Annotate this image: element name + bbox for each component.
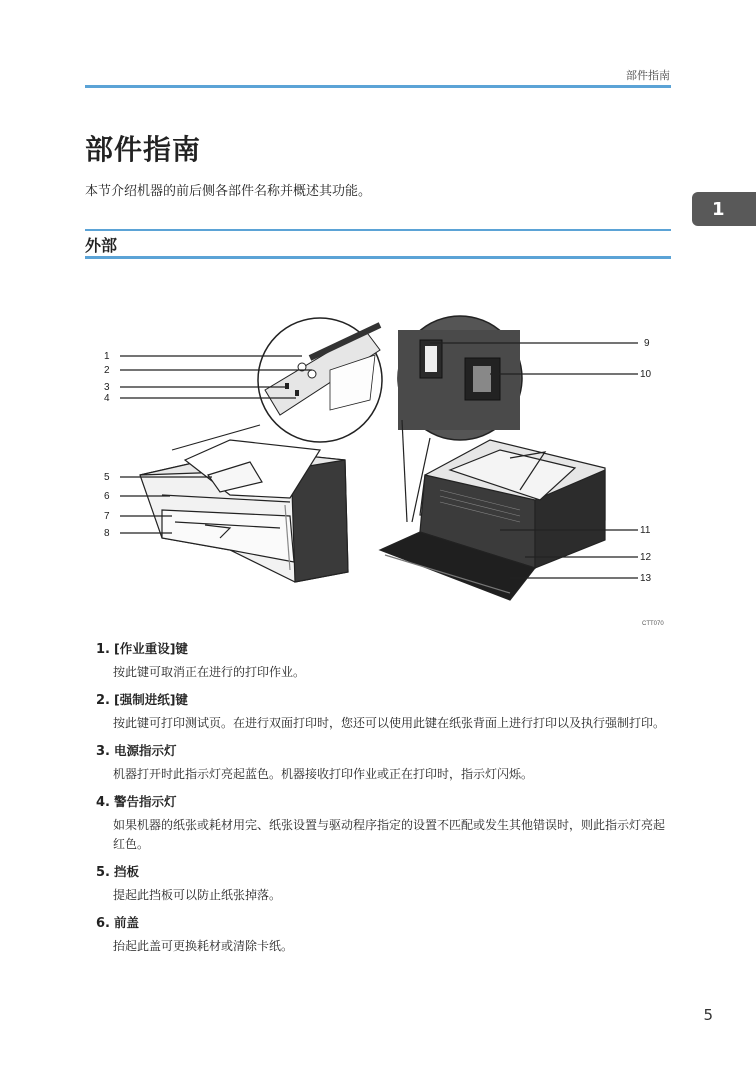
item-number: 1. [96, 642, 110, 657]
item-number: 6. [96, 916, 110, 931]
callout-2: 2 [104, 365, 110, 376]
item-number: 4. [96, 795, 110, 810]
header-rule [85, 85, 671, 88]
item-number: 3. [96, 744, 110, 759]
item-title: [作业重设]键 [113, 641, 188, 656]
item-title: 警告指示灯 [113, 794, 177, 809]
item-description: 机器打开时此指示灯亮起蓝色。机器接收打印作业或正在打印时，指示灯闪烁。 [113, 767, 534, 781]
callout-3: 3 [104, 382, 110, 393]
list-item [96, 863, 672, 905]
callout-12: 12 [640, 552, 652, 563]
list-item [96, 691, 672, 733]
item-title: 挡板 [113, 864, 139, 879]
control-panel-zoom [172, 318, 382, 450]
parts-list [96, 640, 672, 956]
item-title: 前盖 [113, 915, 139, 930]
item-number: 5. [96, 865, 110, 880]
page-number: 5 [703, 1006, 713, 1024]
item-number: 2. [96, 693, 110, 708]
item-description: 按此键可取消正在进行的打印作业。 [113, 665, 306, 679]
list-item [96, 914, 672, 956]
callout-13: 13 [640, 573, 652, 584]
callout-11: 11 [640, 525, 651, 536]
callout-10: 10 [640, 369, 652, 380]
item-description: 提起此挡板可以防止纸张掉落。 [113, 888, 282, 902]
front-printer-illustration [140, 440, 348, 582]
list-item [96, 742, 672, 784]
callout-7: 7 [104, 511, 110, 522]
section-rule-top [85, 229, 671, 231]
item-title: 电源指示灯 [113, 743, 177, 758]
chapter-number: 1 [712, 198, 725, 220]
running-header: 部件指南 [626, 69, 670, 82]
section-rule-bottom [85, 256, 671, 259]
figure-code: CTT070 [642, 621, 664, 627]
intro-text: 本节介绍机器的前后侧各部件名称并概述其功能。 [85, 184, 372, 199]
callout-9: 9 [644, 338, 650, 349]
list-item [96, 640, 672, 682]
page-title: 部件指南 [85, 133, 202, 166]
item-description: 如果机器的纸张或耗材用完、纸张设置与驱动程序指定的设置不匹配或发生其他错误时，则此指示灯亮起红色。 [113, 818, 666, 851]
printer-figure [80, 310, 680, 635]
chapter-tab[interactable] [692, 192, 756, 226]
item-description: 按此键可打印测试页。在进行双面打印时，您还可以使用此键在纸张背面上进行打印以及执行强制打印。 [113, 716, 666, 730]
callout-5: 5 [104, 472, 110, 483]
callout-6: 6 [104, 491, 110, 502]
callout-1: 1 [104, 351, 110, 362]
callout-8: 8 [104, 528, 110, 539]
rear-printer-illustration [380, 440, 605, 600]
item-description: 抬起此盖可更换耗材或清除卡纸。 [113, 939, 294, 953]
item-title: [强制进纸]键 [113, 692, 188, 707]
callout-4: 4 [104, 393, 110, 404]
section-title: 外部 [85, 236, 118, 255]
list-item [96, 793, 672, 854]
